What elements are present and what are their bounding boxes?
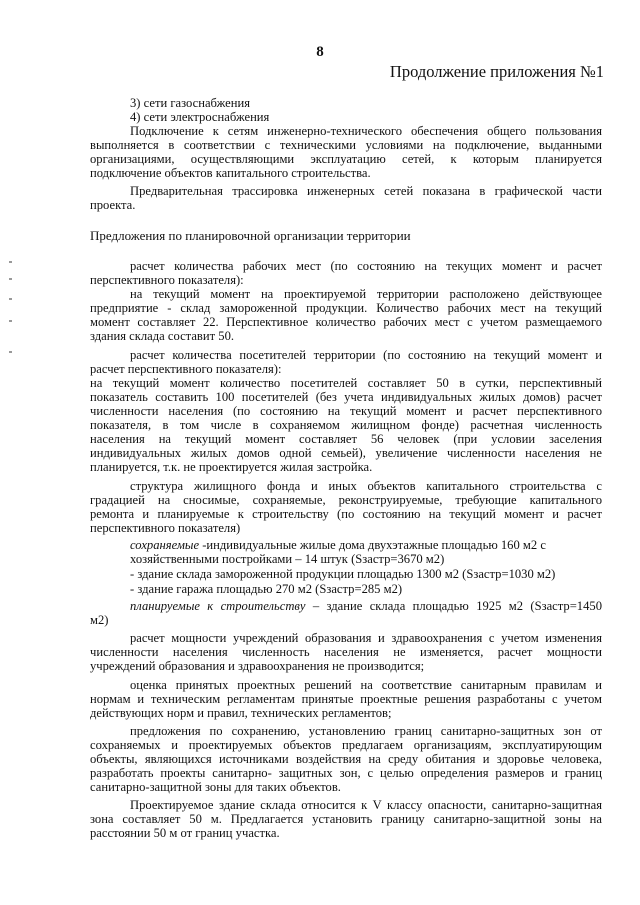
text-line: показателя, в том числе в сохраняемом жилищном фонде) расчетная численность: [90, 418, 602, 432]
page-number: 8: [316, 44, 324, 60]
text-line-preserved: [130, 538, 640, 552]
text-line: расчет количества рабочих мест (по состоянию на текущих момент и расчет: [130, 259, 602, 273]
text-line: м2): [90, 613, 109, 627]
text-line: действующих норм и правил, технических регламентов;: [90, 706, 392, 720]
text-line: 4) сети электроснабжения: [130, 110, 270, 124]
text-line: Проектируемое здание склада относится к V классу опасности, санитарно-защитная: [130, 798, 602, 812]
text-line: - здание гаража площадью 270 м2 (Sзастр=285 м2): [130, 582, 403, 596]
text-line: разработать проекты санитарно- защитных зон, с целью определения размеров и границ: [90, 766, 602, 780]
scan-mark: [9, 351, 12, 353]
text-line: проекта.: [90, 198, 136, 212]
text-line: подключение объектов капитального строительства.: [90, 166, 371, 180]
text-line: 3) сети газоснабжения: [130, 96, 251, 110]
text-line: предложения по сохранению, установлению границ санитарно-защитных зон от: [130, 724, 602, 738]
text-line: ремонта и планируемые к строительству (по состоянию на текущий момент и расчет: [90, 507, 602, 521]
appendix-title: Продолжение приложения №1: [389, 62, 604, 81]
text-line: санитарно-защитной зоны для таких объектов.: [90, 780, 341, 794]
text-line: нормам и техническим регламентам принятые проектные решения разработаны с учетом: [90, 692, 602, 706]
text-line: момент составляет 22. Перспективное количество рабочих мест с учетом размещаемого: [90, 315, 602, 329]
text-line: хозяйственными постройками – 14 штук (Sзастр=3670 м2): [130, 552, 445, 566]
text-line: показатель составить 100 посетителей (без учета индивидуальных жилых домов) расчет: [90, 390, 602, 404]
text-line: на текущий момент на проектируемой территории расположено действующее: [130, 287, 602, 301]
text-line: перспективного показателя):: [90, 273, 244, 287]
text-line: населения на текущий момент составляет 56 человек (при условии заселения: [90, 432, 602, 446]
scan-mark: [9, 261, 12, 263]
text-fragment: -индивидуальные жилые дома двухэтажные площадью 160 м2 с: [199, 538, 546, 552]
text-line: планируется, т.к. не проектируется жилая застройка.: [90, 460, 373, 474]
text-fragment: – здание склада площадью 1925 м2 (Sзастр=1450: [305, 599, 602, 613]
text-line: расстоянии 50 м от границ участка.: [90, 826, 280, 840]
scan-mark: [9, 298, 12, 300]
text-line: структура жилищного фонда и иных объектов капитального строительства с: [130, 479, 602, 493]
text-line: оценка принятых проектных решений на соответствие санитарным правилам и: [130, 678, 602, 692]
text-line: предприятие - склад замороженной продукции. Количество рабочих мест на текущий: [90, 301, 602, 315]
scan-mark: [9, 278, 12, 280]
italic-term: планируемые к строительству: [130, 599, 306, 613]
text-line: на текущий момент количество посетителей составляет 50 в сутки, перспективный: [90, 376, 602, 390]
section-heading: Предложения по планировочной организации территории: [90, 228, 411, 243]
text-line: перспективного показателя): [90, 521, 241, 535]
text-line: индивидуальных жилых домов одной семьей), увеличение численности населения не: [90, 446, 602, 460]
text-line: расчет количества посетителей территории (по состоянию на текущий момент и: [130, 348, 602, 362]
scan-mark: [9, 320, 12, 322]
text-line: расчет перспективного показателя):: [90, 362, 282, 376]
text-line: Предварительная трассировка инженерных сетей показана в графической части: [130, 184, 602, 198]
text-line: - здание склада замороженной продукции площадью 1300 м2 (Sзастр=1030 м2): [130, 567, 556, 581]
text-line: численности населения численность населения не изменяется, расчет мощности: [90, 645, 602, 659]
text-line: выполняется в соответствии с техническими условиями на подключение, выданными: [90, 138, 602, 152]
text-line: Подключение к сетям инженерно-технического обеспечения общего пользования: [130, 124, 602, 138]
text-line-planned: [130, 599, 602, 613]
italic-term: сохраняемые: [130, 538, 200, 552]
text-line: градацией на сносимые, сохраняемые, реконструируемые, требующие капитального: [90, 493, 602, 507]
text-line: объекты, являющихся источниками воздействия на среду обитания и здоровье человека,: [90, 752, 602, 766]
text-line: численности населения (по состоянию на текущий момент и расчет перспективного: [90, 404, 602, 418]
text-line: сохраняемых и проектируемых объектов предлагаем организациям, эксплуатирующим: [90, 738, 602, 752]
text-line: расчет мощности учреждений образования и здравоохранения с учетом изменения: [130, 631, 602, 645]
text-line: зона составляет 50 м. Предлагается установить границу санитарно-защитной зоны на: [90, 812, 602, 826]
text-line: учреждений образования и здравоохранения не производится;: [90, 659, 425, 673]
text-line: организациями, осуществляющими эксплуатацию сетей, к которым планируется: [90, 152, 602, 166]
text-line: здания склада составит 50.: [90, 329, 235, 343]
